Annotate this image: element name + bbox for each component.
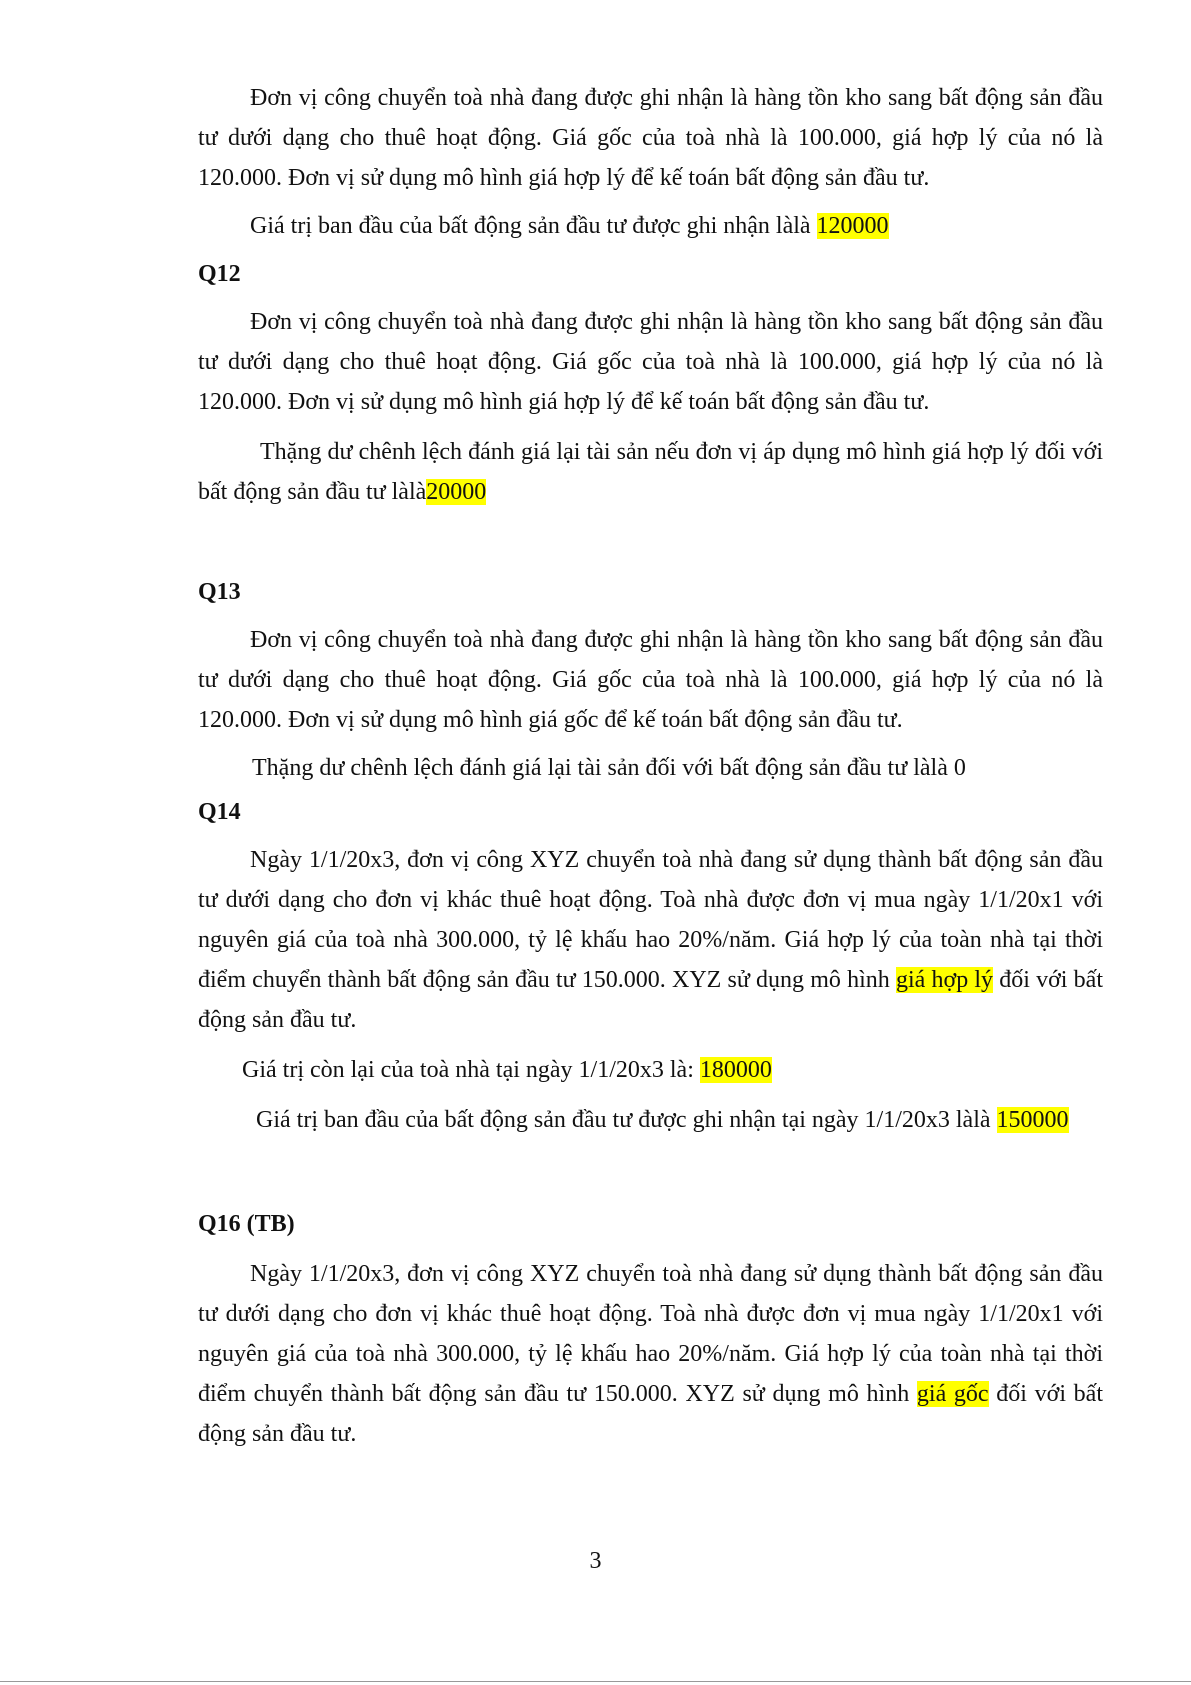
q14-heading: Q14	[198, 799, 241, 825]
document-page	[198, 78, 1103, 1454]
q16-model: giá gốc	[916, 1381, 989, 1407]
q14-model: giá hợp lý	[895, 967, 994, 993]
q12-answer: Thặng dư chênh lệch đánh giá lại tài sản nếu đơn vị áp dụng mô hình giá hợp lý đối với bất động sản đầu tư làlà20000	[198, 439, 1103, 505]
q14-initial: Giá trị ban đầu của bất động sản đầu tư được ghi nhận tại ngày 1/1/20x3 làlà 150000	[256, 1107, 1069, 1133]
q12-body: Đơn vị công chuyển toà nhà đang được ghi nhận là hàng tồn kho sang bất động sản đầu tư dưới dạng cho thuê hoạt động. Giá gốc của toà nhà là 100.000, giá hợp lý của nó là 120.000. Đơn vị sử dụng mô hình giá hợp lý để kế toán bất động sản đầu tư.	[198, 309, 1103, 415]
q16-heading: Q16 (TB)	[198, 1211, 295, 1237]
q14-remaining: Giá trị còn lại của toà nhà tại ngày 1/1/20x3 là: 180000	[242, 1057, 772, 1083]
q14-remaining-value: 180000	[699, 1057, 772, 1083]
q14-initial-value: 150000	[996, 1107, 1069, 1133]
q14-body: Ngày 1/1/20x3, đơn vị công XYZ chuyển toà nhà đang sử dụng thành bất động sản đầu tư dưới dạng cho đơn vị khác thuê hoạt động. Toà nhà được đơn vị mua ngày 1/1/20x1 với nguyên giá của toà nhà 300.000, tỷ lệ khấu hao 20%/năm. Giá hợp lý của toàn nhà tại thời điểm chuyển thành bất động sản đầu tư 150.000. XYZ sử dụng mô hình giá hợp lý đối với bất động sản đầu tư.	[198, 847, 1103, 1033]
q12-heading: Q12	[198, 261, 241, 287]
q11-answer-value: 120000	[816, 213, 889, 239]
q13-answer: Thặng dư chênh lệch đánh giá lại tài sản đối với bất động sản đầu tư làlà 0	[252, 755, 966, 781]
q12-answer-value: 20000	[426, 479, 487, 505]
q16-body: Ngày 1/1/20x3, đơn vị công XYZ chuyển toà nhà đang sử dụng thành bất động sản đầu tư dưới dạng cho đơn vị khác thuê hoạt động. Toà nhà được đơn vị mua ngày 1/1/20x1 với nguyên giá của toà nhà 300.000, tỷ lệ khấu hao 20%/năm. Giá hợp lý của toàn nhà tại thời điểm chuyển thành bất động sản đầu tư 150.000. XYZ sử dụng mô hình giá gốc đối với bất động sản đầu tư.	[198, 1261, 1103, 1447]
q11-answer: Giá trị ban đầu của bất động sản đầu tư được ghi nhận làlà 120000	[250, 213, 889, 239]
page-bottom-rule	[0, 1681, 1191, 1682]
q13-body: Đơn vị công chuyển toà nhà đang được ghi nhận là hàng tồn kho sang bất động sản đầu tư dưới dạng cho thuê hoạt động. Giá gốc của toà nhà là 100.000, giá hợp lý của nó là 120.000. Đơn vị sử dụng mô hình giá gốc để kế toán bất động sản đầu tư.	[198, 627, 1103, 733]
q13-heading: Q13	[198, 579, 241, 605]
q11-body: Đơn vị công chuyển toà nhà đang được ghi nhận là hàng tồn kho sang bất động sản đầu tư dưới dạng cho thuê hoạt động. Giá gốc của toà nhà là 100.000, giá hợp lý của nó là 120.000. Đơn vị sử dụng mô hình giá hợp lý để kế toán bất động sản đầu tư.	[198, 85, 1103, 191]
page-number: 3	[589, 1548, 602, 1574]
